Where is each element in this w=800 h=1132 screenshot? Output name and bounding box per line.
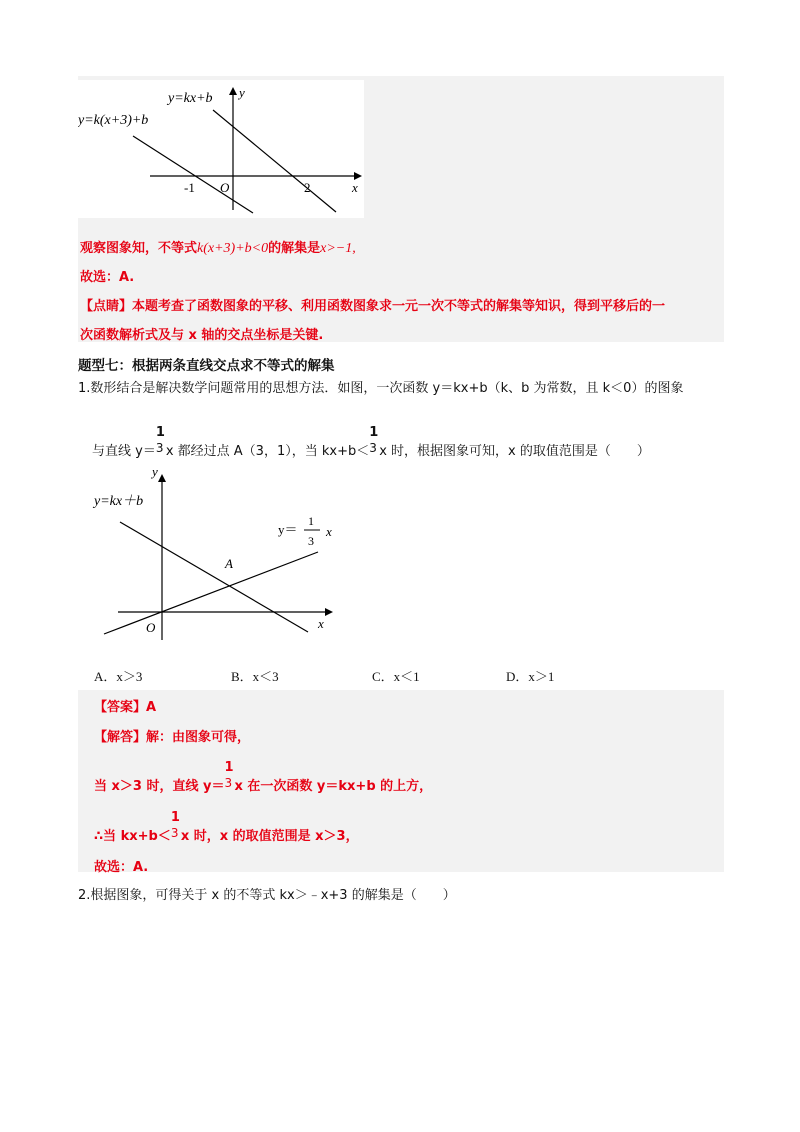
q1-line2-a: 与直线 y＝ xyxy=(92,444,156,459)
q1-line2-b: x 都经过点 A（3，1），当 kx+b＜ xyxy=(165,444,370,459)
comment-text-1: 本题考查了函数图象的平移、利用函数图象求一元一次不等式的解集等知识，得到平移后的一 xyxy=(132,299,666,314)
label-eq-third-prefix: y＝ xyxy=(278,522,298,537)
label-neg1: -1 xyxy=(184,180,195,195)
answer-frac1-num: 1 xyxy=(224,760,234,775)
graph-shifted-lines-svg xyxy=(78,80,364,218)
q1-line1: 1.数形结合是解决数学问题常用的思想方法．如图，一次函数 y＝kx+b（k、b 为常数，且 k＜0）的图象 xyxy=(78,381,684,396)
option-C[interactable]: C．x＜1 xyxy=(372,669,420,684)
comment-line2: 次函数解析式及与 x 轴的交点坐标是关键. xyxy=(80,328,324,343)
label-axis-x-2: x xyxy=(318,616,324,631)
q1-fraction-2 xyxy=(369,425,379,455)
observe-result: x>−1, xyxy=(320,241,356,256)
label-axis-y-2: y xyxy=(152,464,158,479)
analysis-line: 【解答】解：由图象可得， xyxy=(94,730,251,745)
label-origin-2: O xyxy=(146,620,156,635)
answer-when-b: x 在一次函数 y＝kx+b 的上方， xyxy=(234,779,433,794)
q1-frac1-num: 1 xyxy=(155,425,165,440)
label-eq-original: y=kx+b xyxy=(168,91,213,106)
prev-choose: 故选：A. xyxy=(80,270,135,285)
observe-suffix: 的解集是 xyxy=(268,241,321,256)
answer-frac2-den: 3 xyxy=(170,826,179,840)
option-D[interactable]: D．x＞1 xyxy=(506,669,555,684)
y-axis-arrow xyxy=(229,87,237,95)
x-axis-2-arrow xyxy=(325,608,333,616)
answer-when-a: 当 x＞3 时，直线 y＝ xyxy=(94,779,225,794)
label-origin: O xyxy=(220,180,230,195)
label-2: 2 xyxy=(304,180,311,195)
line-third-x xyxy=(104,552,318,634)
graph-intersection xyxy=(90,462,350,644)
line-kx-plus-b-2 xyxy=(120,522,308,632)
label-axis-y: y xyxy=(239,85,245,100)
y-axis-2-arrow xyxy=(158,474,166,482)
answer-fraction-1 xyxy=(224,760,234,790)
q1-fraction-1 xyxy=(155,425,166,455)
answer-therefore-line xyxy=(94,810,359,844)
section-title: 题型七：根据两条直线交点求不等式的解集 xyxy=(78,358,335,374)
comment-line1 xyxy=(80,295,665,314)
answer-line: 【答案】A xyxy=(94,700,157,715)
observe-prefix: 观察图象知，不等式 xyxy=(80,241,198,256)
label-eq-kx-b: y=kx＋b xyxy=(94,494,144,509)
q2-line1: 2.根据图象，可得关于 x 的不等式 kx＞﹣x+3 的解集是（ ） xyxy=(78,888,456,903)
q1-frac2-num: 1 xyxy=(369,425,379,440)
answer-frac1-den: 3 xyxy=(224,776,233,790)
answer-fraction-2 xyxy=(170,810,181,840)
answer-choose: 故选：A. xyxy=(94,860,149,875)
q1-line2 xyxy=(92,425,650,459)
q1-line2-c: x 时，根据图象可知，x 的取值范围是（ ） xyxy=(379,444,650,459)
answer-therefore-b: x 时，x 的取值范围是 x＞3， xyxy=(180,829,359,844)
q1-frac1-den: 3 xyxy=(155,441,164,455)
answer-when-line xyxy=(94,760,433,794)
graph-intersection-svg xyxy=(90,462,350,644)
observe-inequality: k(x+3)+b<0 xyxy=(197,241,269,256)
label-eq-third-x: x xyxy=(326,524,332,539)
observe-line xyxy=(80,237,356,257)
comment-tag: 【点睛】 xyxy=(80,299,133,314)
line-kx-plus-b xyxy=(213,110,336,212)
label-point-A: A xyxy=(225,556,233,571)
answer-therefore-a: ∴当 kx+b＜ xyxy=(94,829,171,844)
line-shifted xyxy=(133,136,253,213)
label-eq-third-num: 1 xyxy=(308,514,314,528)
q1-frac2-den: 3 xyxy=(369,441,377,455)
label-eq-shifted: y=k(x+3)+b xyxy=(78,113,149,128)
option-B[interactable]: B．x＜3 xyxy=(231,669,279,684)
answer-frac2-num: 1 xyxy=(170,810,180,825)
label-axis-x: x xyxy=(352,180,358,195)
graph-shifted-lines xyxy=(78,80,364,218)
x-axis-arrow xyxy=(354,172,362,180)
option-A[interactable]: A．x＞3 xyxy=(94,669,143,684)
label-eq-third-den: 3 xyxy=(308,534,314,548)
